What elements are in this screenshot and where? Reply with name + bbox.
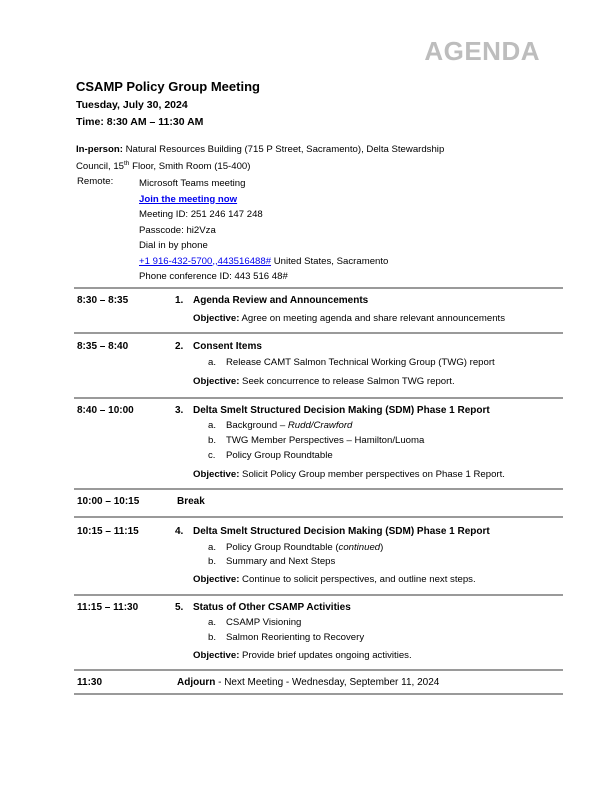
item5-time: 11:15 – 11:30 bbox=[77, 602, 139, 613]
divider bbox=[74, 488, 563, 490]
remote-platform: Microsoft Teams meeting bbox=[139, 178, 246, 189]
item2-objective bbox=[193, 376, 455, 387]
item3-objective bbox=[193, 469, 505, 480]
item4-title: Delta Smelt Structured Decision Making (SDM) Phase 1 Report bbox=[193, 526, 490, 537]
phone-location: United States, Sacramento bbox=[271, 255, 389, 267]
in-person-address-line2: Council, 15 bbox=[76, 161, 124, 173]
divider bbox=[74, 594, 563, 596]
sub-a-close: ) bbox=[380, 542, 384, 553]
item1-number: 1. bbox=[175, 295, 184, 306]
objective-label: Objective: bbox=[193, 376, 240, 387]
item3-time: 8:40 – 10:00 bbox=[77, 405, 134, 416]
objective-label: Objective: bbox=[193, 650, 240, 661]
item3-sub-c: Policy Group Roundtable bbox=[226, 450, 333, 461]
item3-sub-a bbox=[226, 420, 352, 431]
dial-in-label: Dial in by phone bbox=[139, 240, 208, 251]
phone-number-link[interactable]: +1 916-432-5700,,443516488# bbox=[139, 255, 272, 267]
item5-objective bbox=[193, 650, 412, 661]
break-title: Break bbox=[177, 496, 205, 507]
sub-a-note: continued bbox=[338, 542, 381, 553]
divider bbox=[74, 332, 563, 334]
item4-sub-a-letter: a. bbox=[208, 542, 217, 553]
passcode: Passcode: hi2Vza bbox=[139, 224, 216, 236]
item2-number: 2. bbox=[175, 341, 184, 352]
adjourn-label: Adjourn bbox=[177, 677, 216, 688]
divider bbox=[74, 287, 563, 289]
item2-sub-a-letter: a. bbox=[208, 357, 217, 368]
item2-time: 8:35 – 8:40 bbox=[77, 341, 129, 352]
item1-time: 8:30 – 8:35 bbox=[77, 295, 129, 306]
objective-text: Provide brief updates ongoing activities. bbox=[239, 650, 412, 661]
item4-objective bbox=[193, 574, 476, 585]
divider bbox=[74, 397, 563, 399]
item5-sub-a: CSAMP Visioning bbox=[226, 617, 302, 628]
item4-sub-b: Summary and Next Steps bbox=[226, 556, 336, 567]
item4-number: 4. bbox=[175, 526, 184, 537]
in-person-address-line1: Natural Resources Building (715 P Street, Sacramento), Delta Stewardship bbox=[122, 144, 445, 155]
objective-text: Agree on meeting agenda and share relevant announcements bbox=[239, 313, 506, 324]
item1-title: Agenda Review and Announcements bbox=[193, 295, 369, 306]
objective-label: Objective: bbox=[193, 313, 240, 324]
objective-text: Solicit Policy Group member perspectives on Phase 1 Report. bbox=[239, 469, 505, 480]
divider bbox=[74, 693, 563, 695]
item2-sub-a: Release CAMT Salmon Technical Working Group (TWG) report bbox=[226, 357, 495, 368]
item5-title: Status of Other CSAMP Activities bbox=[193, 602, 351, 613]
item3-sub-c-letter: c. bbox=[208, 450, 216, 461]
adjourn-time: 11:30 bbox=[77, 677, 103, 688]
sub-a-text: Policy Group Roundtable ( bbox=[226, 542, 339, 553]
in-person-room: Floor, Smith Room (15-400) bbox=[129, 161, 251, 173]
objective-text: Continue to solicit perspectives, and outline next steps. bbox=[239, 574, 476, 585]
item4-sub-b-letter: b. bbox=[208, 556, 217, 567]
agenda-label: AGENDA bbox=[424, 36, 540, 66]
item3-sub-b-letter: b. bbox=[208, 435, 217, 446]
phone-conference-id: Phone conference ID: 443 516 48# bbox=[139, 271, 288, 282]
meeting-id: Meeting ID: 251 246 147 248 bbox=[139, 209, 263, 220]
meeting-date: Tuesday, July 30, 2024 bbox=[76, 99, 188, 111]
adjourn-line bbox=[177, 677, 439, 688]
next-meeting-text: - Next Meeting - Wednesday, September 11, 2024 bbox=[215, 677, 440, 688]
item3-title: Delta Smelt Structured Decision Making (SDM) Phase 1 Report bbox=[193, 405, 490, 416]
ordinal-suffix: th bbox=[124, 160, 130, 167]
objective-text: Seek concurrence to release Salmon TWG report. bbox=[239, 376, 455, 387]
item5-sub-b-letter: b. bbox=[208, 632, 217, 643]
join-meeting-link[interactable]: Join the meeting now bbox=[139, 193, 238, 205]
remote-details bbox=[139, 176, 388, 285]
item3-number: 3. bbox=[175, 405, 184, 416]
item5-sub-a-letter: a. bbox=[208, 617, 217, 628]
break-time: 10:00 – 10:15 bbox=[77, 496, 140, 507]
in-person-label: In-person: bbox=[76, 144, 123, 155]
meeting-time: Time: 8:30 AM – 11:30 AM bbox=[76, 116, 204, 128]
in-person-location bbox=[76, 143, 516, 174]
divider bbox=[74, 669, 563, 671]
objective-label: Objective: bbox=[193, 469, 240, 480]
divider bbox=[74, 516, 563, 518]
meeting-title: CSAMP Policy Group Meeting bbox=[76, 79, 260, 94]
item2-title: Consent Items bbox=[193, 341, 262, 352]
item5-sub-b: Salmon Reorienting to Recovery bbox=[226, 632, 365, 643]
item3-sub-b: TWG Member Perspectives – Hamilton/Luoma bbox=[226, 435, 425, 446]
sub-a-presenters: Rudd/Crawford bbox=[287, 420, 353, 431]
sub-a-text: Background – bbox=[226, 420, 288, 431]
item1-objective bbox=[193, 313, 505, 324]
item4-sub-a bbox=[226, 542, 383, 553]
remote-label: Remote: bbox=[77, 176, 114, 187]
item4-time: 10:15 – 11:15 bbox=[77, 526, 139, 537]
item5-number: 5. bbox=[175, 602, 184, 613]
objective-label: Objective: bbox=[193, 574, 240, 585]
item3-sub-a-letter: a. bbox=[208, 420, 217, 431]
